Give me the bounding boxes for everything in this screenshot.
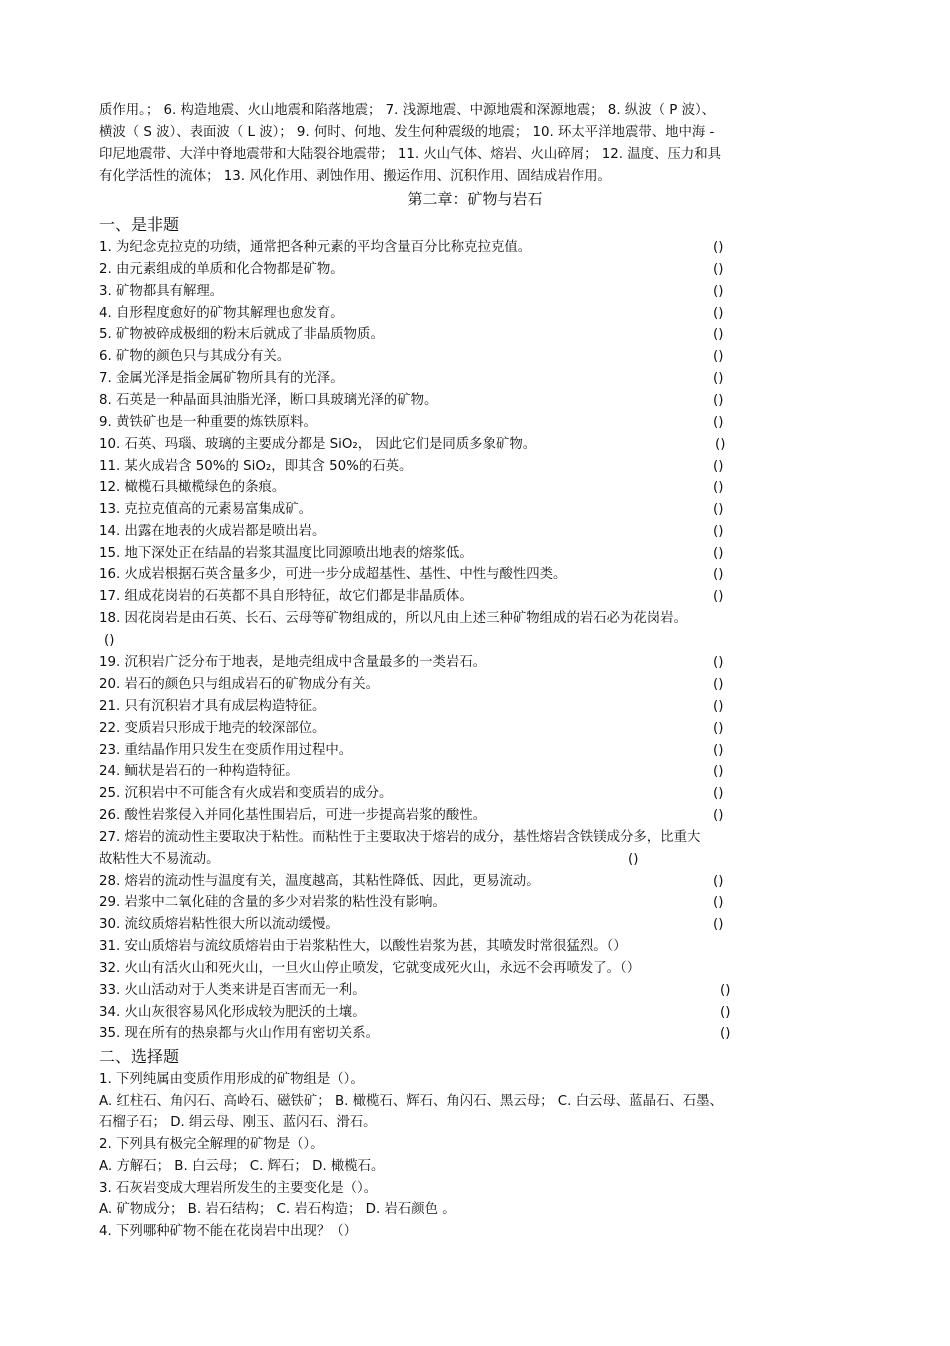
chapter-title: 第二章：矿物与岩石	[407, 190, 543, 208]
answer-paren: ()	[713, 502, 724, 517]
tf-question: 24. 鲕状是岩石的一种构造特征。	[99, 764, 299, 779]
answer-paren: ()	[713, 874, 724, 889]
tf-question: 2. 由元素组成的单质和化合物都是矿物。	[99, 262, 344, 277]
tf-question: 16. 火成岩根据石英含量多少，可进一步分成超基性、基性、中性与酸性四类。	[99, 567, 567, 582]
mc-line: 石榴子石； D. 绢云母、刚玉、蓝闪石、滑石。	[99, 1115, 377, 1130]
section-title-true-false: 一、是非题	[99, 215, 180, 234]
answer-paren: ()	[713, 262, 724, 277]
tf-question: 3. 矿物都具有解理。	[99, 284, 224, 299]
intro-line: 有化学活性的流体； 13. 风化作用、剥蚀作用、搬运作用、沉积作用、固结成岩作用。	[99, 169, 611, 184]
tf-question: 15. 地下深处正在结晶的岩浆其温度比同源喷出地表的熔浆低。	[99, 546, 473, 561]
answer-paren: ()	[713, 917, 724, 932]
tf-question: 9. 黄铁矿也是一种重要的炼铁原料。	[99, 415, 317, 430]
tf-question: 12. 橄榄石具橄榄绿色的条痕。	[99, 480, 286, 495]
intro-line: 横波（ S 波）、表面波（ L 波）； 9. 何时、何地、发生何种震级的地震； 10. 环太平洋地震带、地中海 -	[99, 125, 715, 140]
mc-line: A. 方解石； B. 白云母； C. 辉石； D. 橄榄石。	[99, 1159, 385, 1174]
answer-paren: ()	[713, 524, 724, 539]
tf-question: 17. 组成花岗岩的石英都不具自形特征，故它们都是非晶质体。	[99, 589, 473, 604]
tf-question: 1. 为纪念克拉克的功绩，通常把各种元素的平均含量百分比称克拉克值。	[99, 240, 532, 255]
tf-question: 35. 现在所有的热泉都与火山作用有密切关系。	[99, 1026, 379, 1041]
answer-paren: ()	[713, 655, 724, 670]
tf-question: 29. 岩浆中二氧化硅的含量的多少对岩浆的粘性没有影响。	[99, 895, 446, 910]
tf-question: 31. 安山质熔岩与流纹质熔岩由于岩浆粘性大，以酸性岩浆为甚，其喷发时常很猛烈。（）	[99, 939, 627, 954]
mc-line: A. 矿物成分； B. 岩石结构； C. 岩石构造； D. 岩石颜色 。	[99, 1202, 456, 1217]
tf-question: 18. 因花岗岩是由石英、长石、云母等矿物组成的，所以凡由上述三种矿物组成的岩石必为花岗岩。	[99, 611, 687, 626]
intro-line: 质作用。； 6. 构造地震、火山地震和陷落地震； 7. 浅源地震、中源地震和深源地震； 8. 纵波（ P 波）、	[99, 103, 716, 118]
answer-paren: ()	[720, 983, 731, 998]
answer-paren: ()	[713, 327, 724, 342]
tf-question: 30. 流纹质熔岩粘性很大所以流动缓慢。	[99, 917, 339, 932]
tf-question: 19. 沉积岩广泛分布于地表，是地壳组成中含量最多的一类岩石。	[99, 655, 487, 670]
mc-line: 3. 石灰岩变成大理岩所发生的主要变化是（）。	[99, 1181, 378, 1196]
tf-question: 7. 金属光泽是指金属矿物所具有的光泽。	[99, 371, 344, 386]
answer-paren: ()	[713, 764, 724, 779]
tf-question: 25. 沉积岩中不可能含有火成岩和变质岩的成分。	[99, 786, 393, 801]
section-title-multiple-choice: 二、选择题	[99, 1047, 180, 1066]
answer-paren: ()	[720, 1026, 731, 1041]
tf-question: 20. 岩石的颜色只与组成岩石的矿物成分有关。	[99, 677, 379, 692]
answer-paren: ()	[713, 306, 724, 321]
answer-paren: ()	[713, 371, 724, 386]
tf-question: 4. 自形程度愈好的矿物其解理也愈发育。	[99, 306, 344, 321]
intro-line: 印尼地震带、大洋中脊地震带和大陆裂谷地震带； 11. 火山气体、熔岩、火山碎屑； 12. 温度、压力和具	[99, 147, 722, 162]
answer-paren: ()	[713, 415, 724, 430]
tf-question: 27. 熔岩的流动性主要取决于粘性。而粘性于主要取决于熔岩的成分，基性熔岩含铁镁成分多，比重大	[99, 830, 701, 845]
answer-paren: ()	[713, 567, 724, 582]
answer-paren: ()	[713, 480, 724, 495]
tf-question: 5. 矿物被碎成极细的粉末后就成了非晶质物质。	[99, 327, 384, 342]
answer-paren: ()	[720, 1005, 731, 1020]
answer-paren: ()	[713, 546, 724, 561]
tf-question: 11. 某火成岩含 50%的 SiO₂，即其含 50%的石英。	[99, 459, 413, 474]
answer-paren: ()	[713, 721, 724, 736]
mc-line: 1. 下列纯属由变质作用形成的矿物组是（）。	[99, 1072, 364, 1087]
answer-paren: ()	[104, 633, 115, 648]
answer-paren: ()	[713, 284, 724, 299]
answer-paren: ()	[713, 677, 724, 692]
tf-question: 33. 火山活动对于人类来讲是百害而无一利。	[99, 983, 366, 998]
mc-line: 4. 下列哪种矿物不能在花岗岩中出现？（）	[99, 1224, 358, 1239]
tf-question: 23. 重结晶作用只发生在变质作用过程中。	[99, 743, 353, 758]
answer-paren: ()	[713, 699, 724, 714]
tf-question: 26. 酸性岩浆侵入并同化基性围岩后，可进一步提高岩浆的酸性。	[99, 808, 487, 823]
answer-paren: ()	[713, 895, 724, 910]
answer-paren: ()	[628, 852, 639, 867]
tf-question: 28. 熔岩的流动性与温度有关，温度越高，其粘性降低、因此，更易流动。	[99, 874, 540, 889]
answer-paren: ()	[713, 393, 724, 408]
answer-paren: ()	[713, 240, 724, 255]
tf-question: 32. 火山有活火山和死火山，一旦火山停止喷发，它就变成死火山，永远不会再喷发了。（）	[99, 961, 641, 976]
answer-paren: ()	[713, 589, 724, 604]
mc-line: 2. 下列具有极完全解理的矿物是（）。	[99, 1137, 324, 1152]
tf-question: 34. 火山灰很容易风化形成较为肥沃的土壤。	[99, 1005, 366, 1020]
mc-line: A. 红柱石、角闪石、高岭石、磁铁矿； B. 橄榄石、辉石、角闪石、黑云母； C. 白云母、蓝晶石、石墨、	[99, 1094, 723, 1109]
answer-paren: ()	[713, 808, 724, 823]
tf-question: 22. 变质岩只形成于地壳的较深部位。	[99, 721, 326, 736]
answer-paren: ()	[713, 786, 724, 801]
tf-question: 10. 石英、玛瑙、玻璃的主要成分都是 SiO₂， 因此它们是同质多象矿物。	[99, 437, 537, 452]
answer-paren: ()	[715, 437, 726, 452]
tf-question: 8. 石英是一种晶面具油脂光泽，断口具玻璃光泽的矿物。	[99, 393, 438, 408]
answer-paren: ()	[713, 459, 724, 474]
tf-question: 14. 出露在地表的火成岩都是喷出岩。	[99, 524, 326, 539]
tf-question-continued: 故粘性大不易流动。	[99, 852, 220, 867]
tf-question: 21. 只有沉积岩才具有成层构造特征。	[99, 699, 326, 714]
tf-question: 13. 克拉克值高的元素易富集成矿。	[99, 502, 313, 517]
answer-paren: ()	[713, 349, 724, 364]
answer-paren: ()	[713, 743, 724, 758]
tf-question: 6. 矿物的颜色只与其成分有关。	[99, 349, 291, 364]
